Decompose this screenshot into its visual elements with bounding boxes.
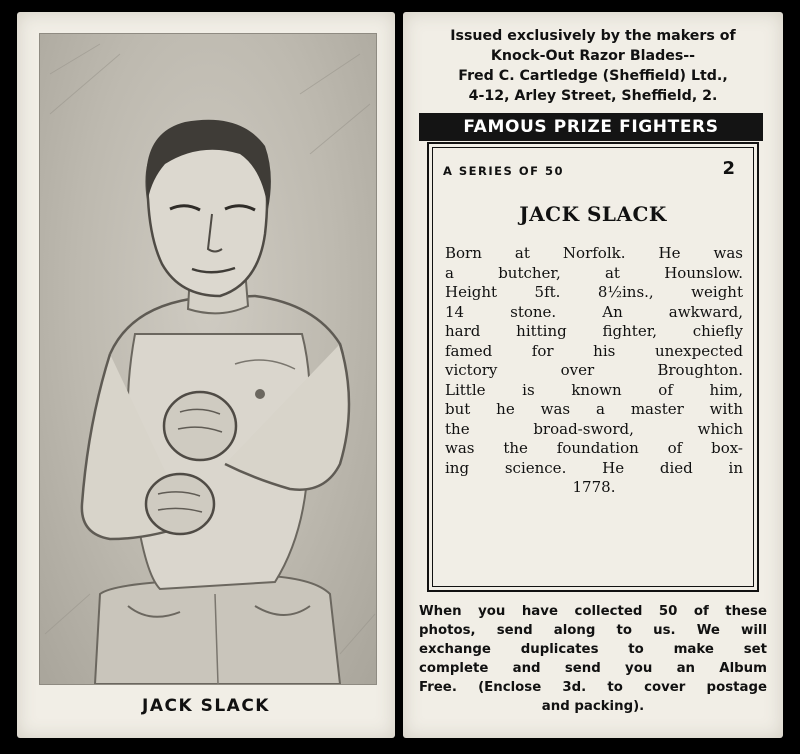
- issuer-line: Fred C. Cartledge (Sheffield) Ltd.,: [458, 68, 728, 84]
- bio-line: hard hitting fighter, chiefly: [445, 322, 743, 340]
- footer-line: exchange duplicates to make set: [419, 642, 767, 657]
- issuer-line: 4-12, Arley Street, Sheffield, 2.: [468, 88, 718, 104]
- bio-line: the broad-sword, which: [445, 419, 743, 438]
- card-number: 2: [722, 158, 735, 179]
- collection-offer-text: [419, 602, 767, 716]
- card-back: [403, 12, 783, 738]
- series-banner: FAMOUS PRIZE FIGHTERS: [419, 113, 763, 141]
- bio-line: Height 5ft. 8½ins., weight: [445, 283, 743, 301]
- issuer-line: Knock-Out Razor Blades--: [490, 48, 696, 64]
- bio-line: Born at Norfolk. He was: [445, 244, 743, 262]
- biography: [445, 244, 743, 498]
- bio-line: Little is known of him,: [445, 380, 743, 399]
- bio-line: famed for his unexpected: [445, 341, 743, 360]
- bio-line: victory over Broughton.: [445, 361, 743, 379]
- bio-line: 1778.: [572, 478, 616, 496]
- issuer-line: Issued exclusively by the makers of: [450, 28, 736, 44]
- footer-line: Free. (Enclose 3d. to cover postage: [419, 680, 767, 695]
- bio-line: a butcher, at Hounslow.: [445, 263, 743, 282]
- bio-line: but he was a master with: [445, 400, 743, 418]
- footer-line: and packing).: [541, 699, 645, 714]
- series-label: A SERIES OF 50: [443, 164, 564, 178]
- fighter-name: JACK SLACK: [519, 202, 667, 226]
- card-front: [17, 12, 395, 738]
- boxer-sketch: [40, 34, 376, 684]
- bio-line: 14 stone. An awkward,: [445, 302, 743, 321]
- boxer-portrait-illustration: [39, 33, 377, 685]
- bio-line: ing science. He died in: [445, 458, 743, 477]
- front-caption: JACK SLACK: [142, 696, 270, 716]
- issuer-text: [403, 26, 783, 106]
- footer-line: When you have collected 50 of these: [419, 604, 767, 619]
- footer-line: complete and send you an Album: [419, 661, 767, 676]
- footer-line: photos, send along to us. We will: [419, 623, 767, 638]
- bio-line: was the foundation of box-: [445, 439, 743, 457]
- bio-frame: [427, 142, 759, 592]
